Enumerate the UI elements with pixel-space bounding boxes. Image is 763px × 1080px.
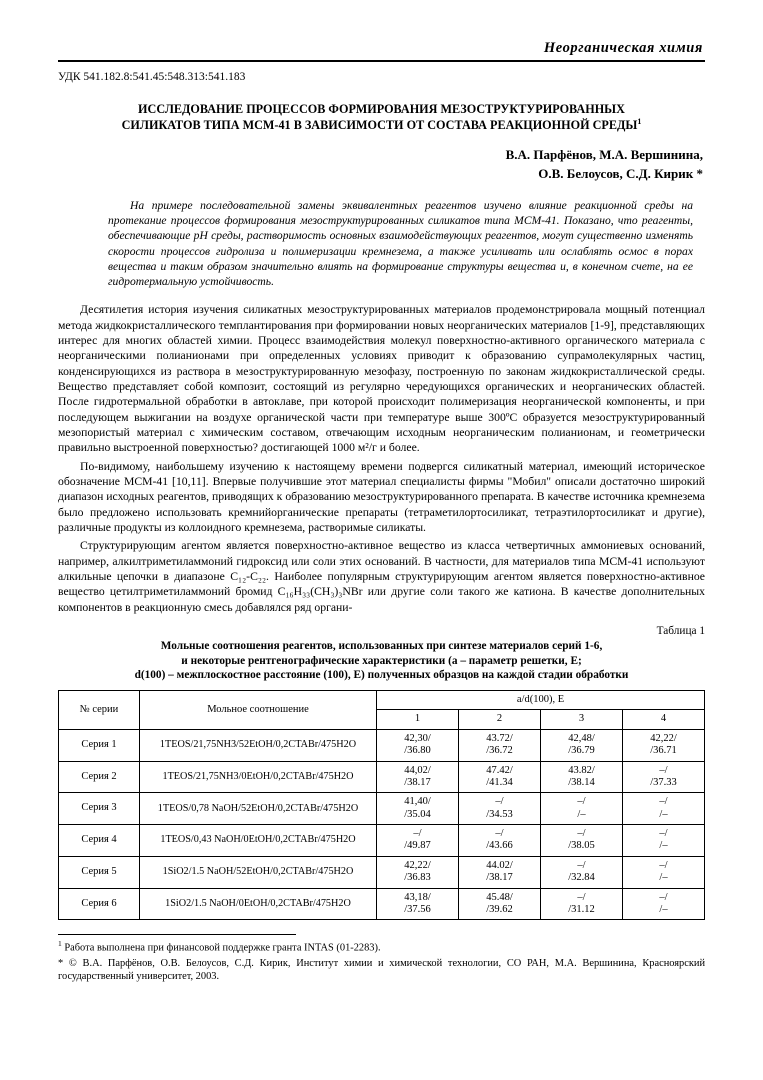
udk-code: УДК 541.182.8:541.45:548.313:541.183 <box>58 71 246 83</box>
table-row <box>59 793 705 825</box>
cell-stage-1 <box>377 825 459 857</box>
cell-stage-4-b: /– <box>659 872 668 884</box>
cell-serie: Серия 4 <box>59 825 140 857</box>
header-stage-3: 3 <box>541 710 623 729</box>
cell-stage-4 <box>623 793 705 825</box>
footnote-1-text: Работа выполнена при финансовой поддержке гранта INTAS (01-2283). <box>61 942 381 954</box>
cell-stage-1 <box>377 729 459 761</box>
cell-stage-2-a: 43.72/ <box>486 732 513 744</box>
cell-stage-3-b: /– <box>577 808 586 820</box>
cell-stage-3-a: –/ <box>577 796 586 808</box>
cell-stage-2-a: 44.02/ <box>486 859 513 871</box>
cell-stage-3 <box>541 825 623 857</box>
cell-stage-1-b: /38.17 <box>404 776 431 788</box>
table-body <box>59 729 705 920</box>
body-paragraph-1: Десятилетия история изучения силикатных мезоструктурированных материалов продемонстрировала мощный потенциал метода жидкокристаллического темплантирования при формировании новых неорганических материалов [1-9], представляющих интерес для многих областей химии. Процесс взаимодействия молекул поверхностно-активного органического материала с неорганическими полианионами при определенных условиях приводит к образованию супрамолекулярных частиц, конденсирующихся из раствора в мезоструктурированную мезофазу, построенную по законам жидкокристаллической среды. Вещество представляет собой композит, состоящий из регулярно чередующихся органических и неорганических областей. После гидротермальной обработки в автоклаве, при которой происходит полимеризация неорганической компоненты, и при последующем выжигании на воздухе органической части при температуре выше 300ºС образуется мезоструктурированный мезопористый материал с химическим составом, отвечающим исходным неорганическим полианионам, и геометрически правильно выстроенной поверхностью? достигающей 1000 м²/г и более. <box>58 303 705 455</box>
cell-stage-2 <box>459 761 541 793</box>
cell-stage-4 <box>623 856 705 888</box>
cell-stage-4-b: /– <box>659 840 668 852</box>
cell-stage-2-b: /34.53 <box>486 808 513 820</box>
cell-stage-3-b: /38.14 <box>568 776 595 788</box>
footnote-2-text-line-1: © В.А. Парфёнов, О.В. Белоусов, С.Д. Кирик, Институт химии и химической технологии, СО РАН, М.А. Вершинина, <box>63 957 637 969</box>
abstract: На примере последовательной замены эквивалентных реагентов изучено влияние реакционной среды на протекание процессов формирования мезоструктурированных силикатов типа МСМ-41. Показано, что реагенты, обеспечивающие pH среды, растворимость основных взаимодействующих реагентов, могут существенно изменять скорости процессов гидролиза и полимеризации кремнезема, а также усиливать или ослаблять осмос в порах вещества и таким образом значительно влиять на формирование структуры вещества и, в конечном счете, на ее гидротермальную устойчивость. <box>108 198 693 289</box>
table-caption <box>64 639 699 683</box>
cell-stage-1 <box>377 856 459 888</box>
cell-ratio: 1TEOS/0,78 NaOH/52EtOH/0,2CTABr/475H2O <box>140 793 377 825</box>
cell-stage-1 <box>377 761 459 793</box>
cell-stage-2-b: /39.62 <box>486 903 513 915</box>
footnote-2-text-line-2: Красноярский государственный университет, 2003. <box>58 957 706 983</box>
title-footnote-marker: 1 <box>637 117 642 127</box>
footnote-1 <box>58 939 705 955</box>
cell-stage-4-a: –/ <box>659 859 668 871</box>
cell-stage-4-a: 42,22/ <box>650 732 677 744</box>
cell-stage-1-a: 44,02/ <box>404 764 431 776</box>
table-header <box>59 691 705 730</box>
cell-stage-4-b: /36.71 <box>650 745 677 757</box>
article-title-line-2: СИЛИКАТОВ ТИПА МСМ-41 В ЗАВИСИМОСТИ ОТ СОСТАВА РЕАКЦИОННОЙ СРЕДЫ <box>121 118 638 133</box>
cell-ratio: 1TEOS/21,75NH3/52EtOH/0,2CTABr/475H2O <box>140 729 377 761</box>
cell-stage-4-a: –/ <box>659 796 668 808</box>
cell-stage-1-a: –/ <box>413 828 422 840</box>
cell-stage-2-b: /43.66 <box>486 840 513 852</box>
table-row <box>59 856 705 888</box>
table-row <box>59 825 705 857</box>
cell-stage-2-a: 45.48/ <box>486 891 513 903</box>
cell-stage-1-a: 41,40/ <box>404 796 431 808</box>
cell-stage-3-a: –/ <box>577 828 586 840</box>
table-number-label: Таблица 1 <box>656 625 705 638</box>
cell-stage-2-b: /38.17 <box>486 872 513 884</box>
cell-serie: Серия 6 <box>59 888 140 920</box>
body-paragraph-2: По-видимому, наибольшему изучению к настоящему времени подвергся силикатный материал, имеющий историческое обозначение МСМ-41 [10,11]. Впервые получившие этот материал специалисты фирмы "Мобил" описали достаточно широкий диапазон исходных реагентов, приводящих к образованию мезоструктурированного препарата. В качестве источника кремнезема было предложено использовать кремнийорганические препараты (тетраметилортосиликат, тетраэтилортосиликат и другие), различные продукты из коллоидного кремнезема, растворимые силикаты. <box>58 459 705 535</box>
cell-stage-2 <box>459 856 541 888</box>
cell-stage-4-b: /– <box>659 808 668 820</box>
cell-stage-1-b: /37.56 <box>404 903 431 915</box>
cell-stage-2-b: /41.34 <box>486 776 513 788</box>
authors-line-1: В.А. Парфёнов, М.А. Вершинина, <box>505 147 703 162</box>
cell-serie: Серия 3 <box>59 793 140 825</box>
footnote-2 <box>58 957 705 985</box>
header-group-ad100: a/d(100), Е <box>377 691 705 710</box>
cell-stage-3 <box>541 888 623 920</box>
cell-stage-2-b: /36.72 <box>486 745 513 757</box>
cell-stage-3 <box>541 761 623 793</box>
cell-stage-3-a: 42,48/ <box>568 732 595 744</box>
cell-stage-1-b: /36.80 <box>404 745 431 757</box>
cell-serie: Серия 2 <box>59 761 140 793</box>
cell-stage-2-a: –/ <box>495 828 504 840</box>
cell-stage-3-b: /32.84 <box>568 872 595 884</box>
table-row <box>59 888 705 920</box>
cell-stage-4-a: –/ <box>659 828 668 840</box>
footnote-divider <box>58 934 296 935</box>
cell-stage-4-a: –/ <box>659 891 668 903</box>
cell-stage-3-b: /31.12 <box>568 903 595 915</box>
cell-stage-1 <box>377 793 459 825</box>
cell-serie: Серия 1 <box>59 729 140 761</box>
header-divider <box>58 60 705 62</box>
cell-stage-4 <box>623 888 705 920</box>
journal-section-title: Неорганическая химия <box>543 40 703 56</box>
cell-stage-3-a: –/ <box>577 859 586 871</box>
table-row <box>59 729 705 761</box>
article-title-line-1: ИССЛЕДОВАНИЕ ПРОЦЕССОВ ФОРМИРОВАНИЯ МЕЗОСТРУКТУРИРОВАННЫХ <box>138 102 625 116</box>
cell-ratio: 1TEOS/0,43 NaOH/0EtOH/0,2CTABr/475H2O <box>140 825 377 857</box>
cell-stage-2 <box>459 793 541 825</box>
cell-stage-1 <box>377 888 459 920</box>
table-row <box>59 761 705 793</box>
cell-stage-3 <box>541 856 623 888</box>
table-caption-line-2: и некоторые рентгенографические характеристики (а – параметр решетки, Е; <box>181 654 582 667</box>
cell-stage-1-a: 42,30/ <box>404 732 431 744</box>
header-stage-2: 2 <box>459 710 541 729</box>
cell-ratio: 1TEOS/21,75NH3/0EtOH/0,2CTABr/475H2O <box>140 761 377 793</box>
cell-stage-3-b: /38.05 <box>568 840 595 852</box>
cell-stage-1-a: 42,22/ <box>404 859 431 871</box>
table-caption-line-1: Мольные соотношения реагентов, использованных при синтезе материалов серий 1-6, <box>160 640 603 653</box>
cell-stage-4 <box>623 825 705 857</box>
results-table <box>58 690 705 920</box>
cell-serie: Серия 5 <box>59 856 140 888</box>
cell-stage-4 <box>623 729 705 761</box>
cell-stage-1-b: /35.04 <box>404 808 431 820</box>
cell-stage-4 <box>623 761 705 793</box>
footnote-1-marker: 1 <box>58 939 62 949</box>
cell-stage-1-b: /36.83 <box>404 872 431 884</box>
table-caption-line-3: d(100) – межплоскостное расстояние (100), Е) полученных образцов на каждой стадии обработки <box>134 669 629 682</box>
header-stage-4: 4 <box>623 710 705 729</box>
authors-line-2: О.В. Белоусов, С.Д. Кирик * <box>538 165 703 181</box>
cell-stage-3-a: –/ <box>577 891 586 903</box>
table-header-row-1 <box>59 691 705 710</box>
cell-ratio: 1SiO2/1.5 NaOH/52EtOH/0,2CTABr/475H2O <box>140 856 377 888</box>
cell-ratio: 1SiO2/1.5 NaOH/0EtOH/0,2CTABr/475H2O <box>140 888 377 920</box>
cell-stage-2 <box>459 729 541 761</box>
cell-stage-4-a: –/ <box>659 764 668 776</box>
cell-stage-2 <box>459 888 541 920</box>
authors-block <box>58 146 703 184</box>
header-ratio: Мольное соотношение <box>140 691 377 730</box>
header-stage-1: 1 <box>377 710 459 729</box>
cell-stage-1-b: /49.87 <box>404 840 431 852</box>
cell-stage-4-b: /37.33 <box>650 776 677 788</box>
cell-stage-3-a: 43.82/ <box>568 764 595 776</box>
cell-stage-1-a: 43,18/ <box>404 891 431 903</box>
cell-stage-2-a: 47.42/ <box>486 764 513 776</box>
cell-stage-3-b: /36.79 <box>568 745 595 757</box>
footnote-2-marker: * <box>58 957 64 969</box>
cell-stage-2 <box>459 825 541 857</box>
header-serie: № серии <box>59 691 140 730</box>
article-title <box>68 101 695 134</box>
cell-stage-3 <box>541 793 623 825</box>
cell-stage-2-a: –/ <box>495 796 504 808</box>
cell-stage-3 <box>541 729 623 761</box>
body-paragraph-3: Структурирующим агентом является поверхностно-активное вещество из класса четвертичных аммониевых оснований, например, алкилтриметиламмоний гидроксид или соли этих оснований. В частности, для материалов типа МСМ-41 используют алкильные цепочки в диапазоне С₁₂-С₂₂. Наиболее популярным структурирующим агентом является поверхностно-активное вещество цетилтриметиламмоний бромид C₁₆H₃₃(CH₃)₃NBr или другие соли такого же катиона. В качестве дополнительных компонентов в реакционную смесь добавлялся ряд органи- <box>58 539 705 614</box>
cell-stage-4-b: /– <box>659 903 668 915</box>
